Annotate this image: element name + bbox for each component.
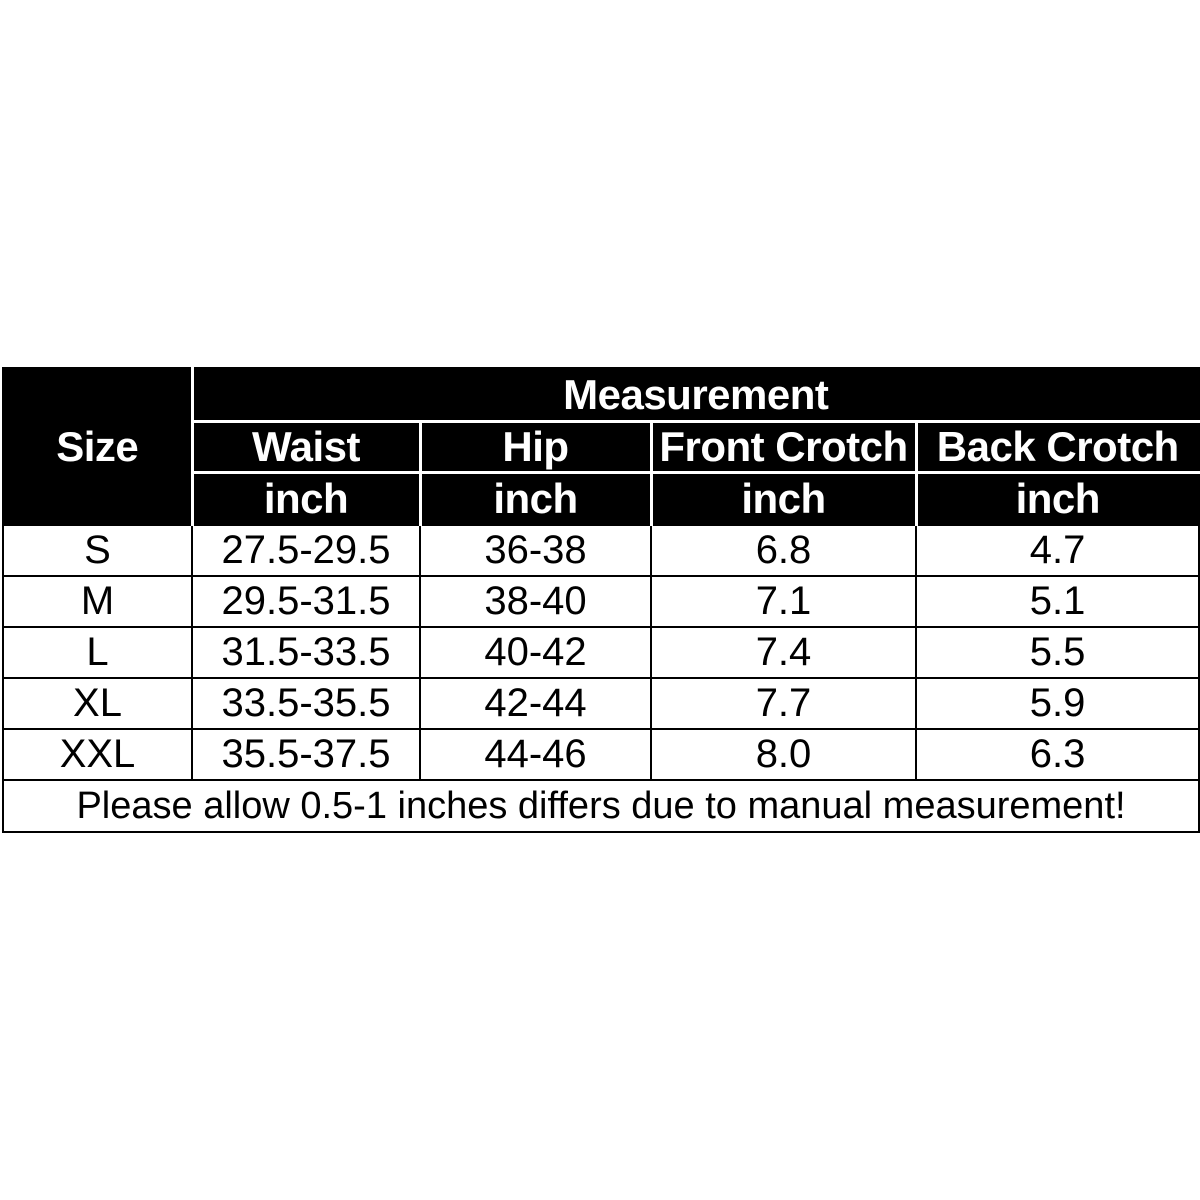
- unit-label-hip: inch: [420, 473, 651, 526]
- measurement-header: Measurement: [192, 368, 1199, 422]
- hip-cell: 36-38: [420, 525, 651, 576]
- waist-cell: 33.5-35.5: [192, 678, 420, 729]
- table-row: [3, 525, 1199, 576]
- front-crotch-cell: 8.0: [651, 729, 916, 780]
- column-header-waist: Waist: [192, 422, 420, 473]
- unit-label-front-crotch: inch: [651, 473, 916, 526]
- unit-label-waist: inch: [192, 473, 420, 526]
- hip-cell: 44-46: [420, 729, 651, 780]
- hip-cell: 40-42: [420, 627, 651, 678]
- back-crotch-cell: 4.7: [916, 525, 1199, 576]
- measurement-note: Please allow 0.5-1 inches differs due to manual measurement!: [3, 780, 1199, 832]
- size-header: Size: [3, 368, 192, 525]
- front-crotch-cell: 7.7: [651, 678, 916, 729]
- size-cell: M: [3, 576, 192, 627]
- front-crotch-cell: 6.8: [651, 525, 916, 576]
- hip-cell: 38-40: [420, 576, 651, 627]
- back-crotch-cell: 6.3: [916, 729, 1199, 780]
- size-cell: S: [3, 525, 192, 576]
- table-row: [3, 627, 1199, 678]
- column-header-back-crotch: Back Crotch: [916, 422, 1199, 473]
- size-cell: XL: [3, 678, 192, 729]
- column-header-hip: Hip: [420, 422, 651, 473]
- table-row: [3, 576, 1199, 627]
- waist-cell: 29.5-31.5: [192, 576, 420, 627]
- table-row: [3, 678, 1199, 729]
- front-crotch-cell: 7.1: [651, 576, 916, 627]
- table-row: [3, 729, 1199, 780]
- back-crotch-cell: 5.5: [916, 627, 1199, 678]
- waist-cell: 35.5-37.5: [192, 729, 420, 780]
- waist-cell: 31.5-33.5: [192, 627, 420, 678]
- unit-label-back-crotch: inch: [916, 473, 1199, 526]
- back-crotch-cell: 5.1: [916, 576, 1199, 627]
- size-cell: L: [3, 627, 192, 678]
- waist-cell: 27.5-29.5: [192, 525, 420, 576]
- front-crotch-cell: 7.4: [651, 627, 916, 678]
- back-crotch-cell: 5.9: [916, 678, 1199, 729]
- column-header-front-crotch: Front Crotch: [651, 422, 916, 473]
- size-cell: XXL: [3, 729, 192, 780]
- size-chart-table: [2, 367, 1200, 833]
- hip-cell: 42-44: [420, 678, 651, 729]
